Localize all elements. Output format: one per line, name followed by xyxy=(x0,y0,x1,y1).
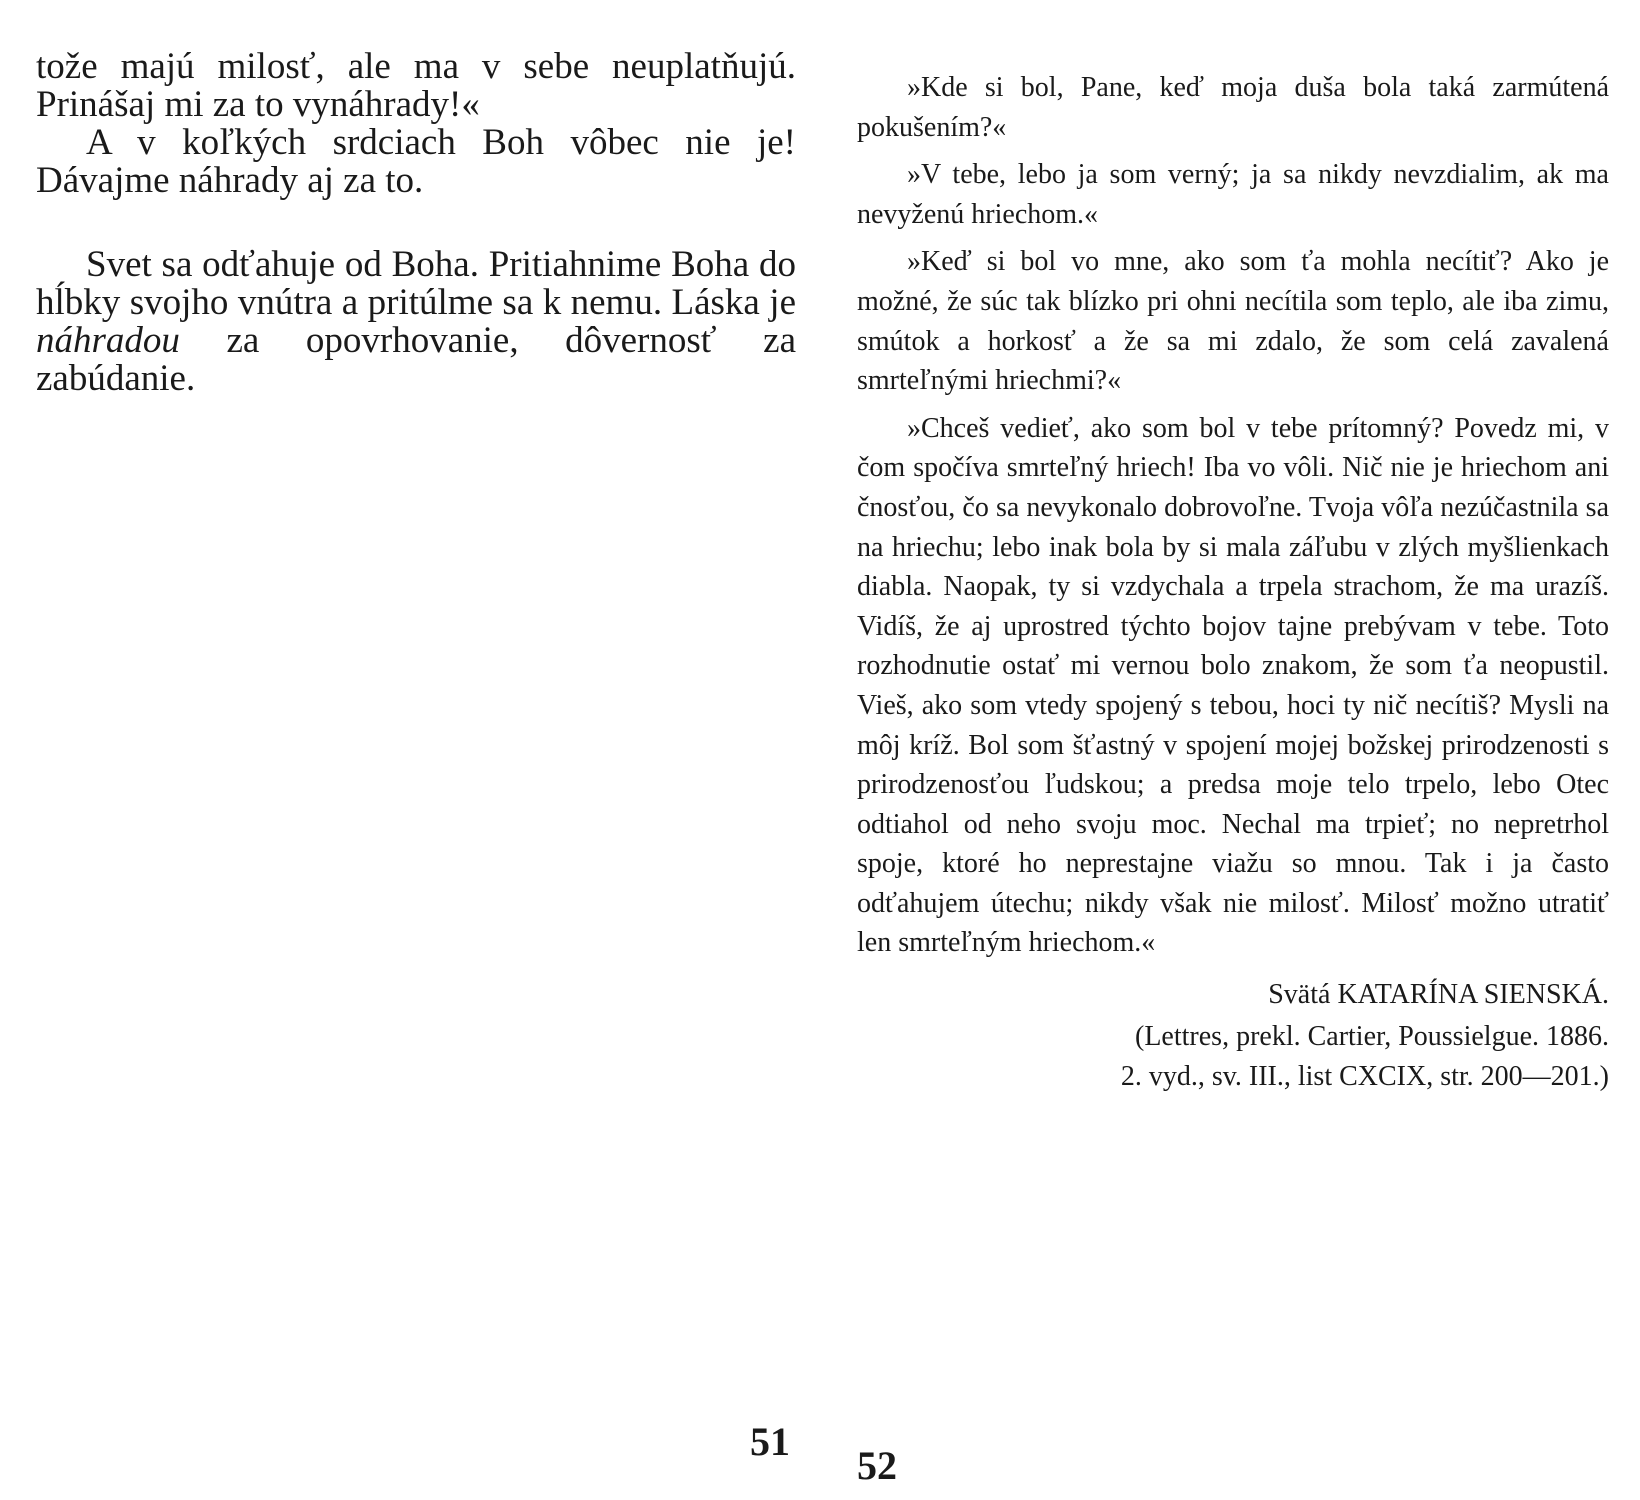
attribution-source-line-2: 2. vyd., sv. III., list CXCIX, str. 200—201.) xyxy=(1120,1061,1609,1093)
left-paragraph-3-end: za opovrhovanie, dôvernosť za zabúdanie. xyxy=(36,320,796,399)
dialogue-paragraph-4: »Chceš vedieť, ako som bol v tebe prítomný? Povedz mi, v čom spočíva smrteľný hriech! Iba vo vôli. Nič nie je hriechom ani čnosťou, čo sa nevykonalo dobrovoľne. Tvoja vôľa nezúčastnila sa na hriechu; lebo inak bola by si mala záľubu v zlých myšlienkach diabla. Naopak, ty si vzdychala a trpela strachom, že ma urazíš. Vidíš, že aj uprostred týchto bojov tajne prebývam v tebe. Toto rozhodnutie ostať mi vernou bolo znakom, že som ťa neopustil. Vieš, ako som vtedy spojený s tebou, hoci ty nič necítiš? Mysli na môj kríž. Bol som šťastný v spojení mojej božskej prirodzenosti s prirodzenosťou ľudskou; a predsa moje telo trpelo, lebo Otec odtiahol od neho svoju moc. Nechal ma trpieť; no nepretrhol spoje, ktoré ho neprestajne viažu so mnou. Tak i ja často odťahujem útechu; nikdy však nie milosť. Milosť možno utratiť len smrteľným hriechom.« xyxy=(857,412,1609,959)
right-page-text xyxy=(857,68,1609,963)
left-paragraph-3 xyxy=(36,246,796,398)
left-paragraph-3-start: Svet sa odťahuje od Boha. Pritiahnime Boha do hĺbky svojho vnútra a pritúlme sa k nemu. Láska je xyxy=(36,244,796,323)
attribution xyxy=(857,975,1609,1097)
page-number-left: 51 xyxy=(750,1419,790,1464)
left-paragraph-2: A v koľkých srdciach Boh vôbec nie je! Dávajme náhrady aj za to. xyxy=(36,122,796,201)
attribution-source-line-1: (Lettres, prekl. Cartier, Poussielgue. 1886. xyxy=(1135,1021,1609,1053)
page-number-right: 52 xyxy=(857,1443,897,1488)
left-paragraph-1: tože majú milosť, ale ma v sebe neuplatňujú. Prinášaj mi za to vynáhrady!« xyxy=(36,46,796,125)
dialogue-paragraph-1: »Kde si bol, Pane, keď moja duša bola taká zarmútená pokušením?« xyxy=(857,72,1609,143)
left-page xyxy=(36,0,796,1500)
attribution-author: Svätá KATARÍNA SIENSKÁ. xyxy=(1268,979,1609,1011)
dialogue-paragraph-3: »Keď si bol vo mne, ako som ťa mohla necítiť? Ako je možné, že súc tak blízko pri ohni necítila som teplo, ale iba zimu, smútok a horkosť a že sa mi zdalo, že som celá zavalená smrteľnými hriechmi?« xyxy=(857,246,1609,397)
left-page-text xyxy=(36,48,796,398)
dialogue-paragraph-2: »V tebe, lebo ja som verný; ja sa nikdy nevzdialim, ak ma nevyženú hriechom.« xyxy=(857,159,1609,230)
right-page xyxy=(857,0,1609,1500)
left-paragraph-3-italic: náhradou xyxy=(36,320,180,361)
